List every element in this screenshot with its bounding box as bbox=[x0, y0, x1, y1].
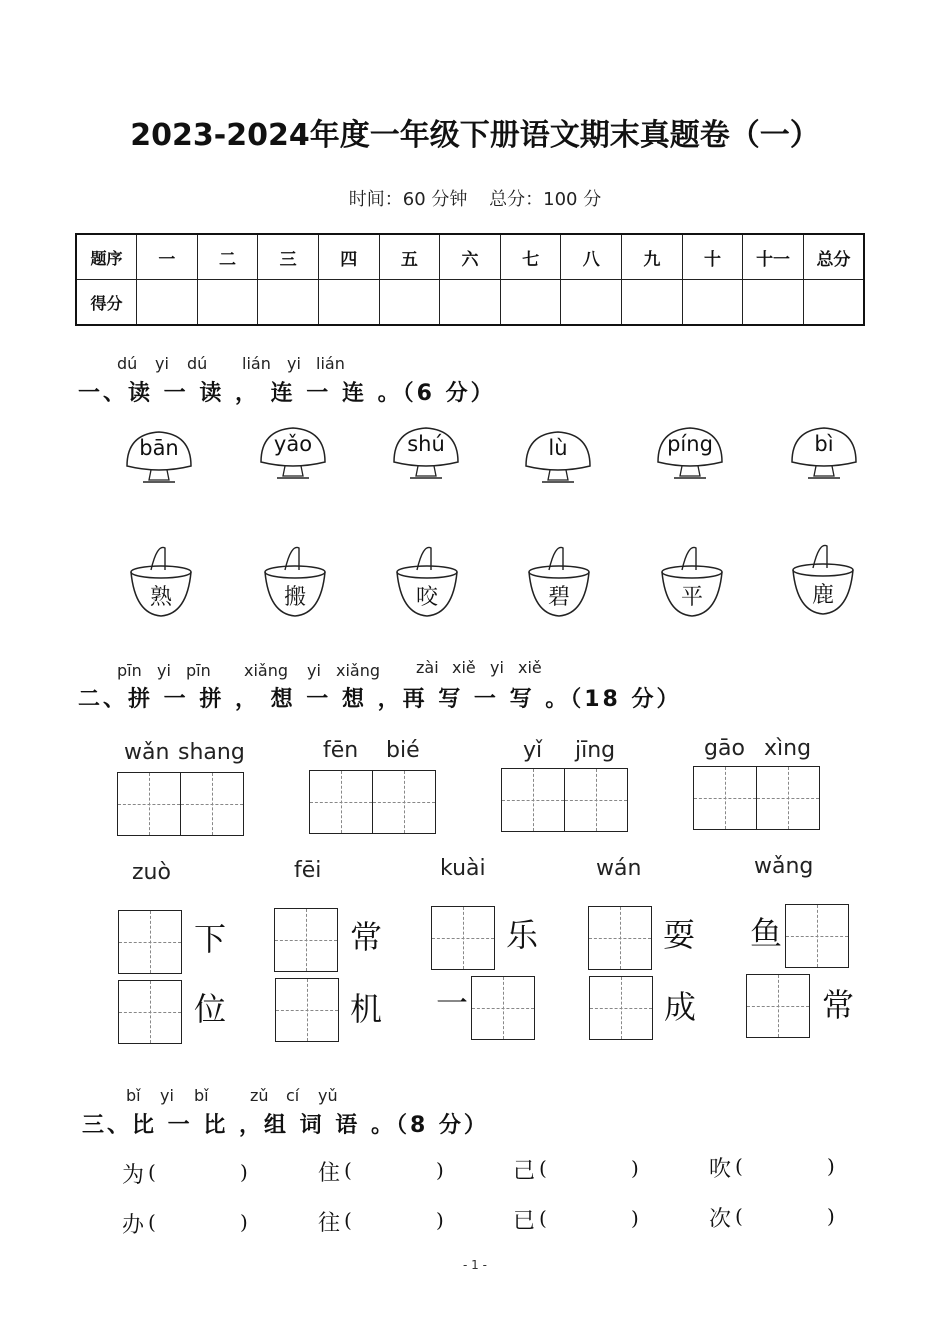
word-char: 鱼 bbox=[750, 914, 783, 952]
word-pinyin: jīng bbox=[575, 738, 616, 763]
basket-card[interactable] bbox=[263, 544, 327, 622]
word-char: 常 bbox=[822, 986, 855, 1024]
word-pinyin: fēn bbox=[323, 738, 359, 763]
writing-grid[interactable] bbox=[564, 768, 628, 832]
mushroom-pinyin: yǎo bbox=[273, 432, 313, 456]
fill-pinyin: wán bbox=[596, 856, 642, 881]
score-cell[interactable] bbox=[379, 280, 440, 326]
paren-close: ) bbox=[827, 1204, 835, 1228]
writing-grid[interactable] bbox=[785, 904, 849, 968]
compare-item[interactable] bbox=[513, 1154, 639, 1185]
paren-close: ) bbox=[631, 1156, 639, 1180]
paren-open: ( bbox=[735, 1154, 743, 1178]
word-char: 成 bbox=[664, 988, 697, 1026]
paren-open: ( bbox=[344, 1158, 352, 1182]
mushroom-card[interactable] bbox=[390, 424, 462, 486]
paren-close: ) bbox=[827, 1154, 835, 1178]
pinyin: yi bbox=[490, 658, 504, 677]
word-pinyin: xìng bbox=[764, 736, 812, 761]
writing-grid[interactable] bbox=[309, 770, 373, 834]
word-char: 位 bbox=[194, 990, 227, 1028]
basket-char: 咬 bbox=[415, 585, 438, 610]
compare-item[interactable] bbox=[318, 1156, 444, 1187]
basket-card[interactable] bbox=[791, 542, 855, 620]
table-col-label: 一 bbox=[137, 234, 198, 280]
table-col-label: 总分 bbox=[803, 234, 864, 280]
paren-open: ( bbox=[148, 1210, 156, 1234]
pinyin: bǐ bbox=[126, 1086, 141, 1105]
pinyin: yi bbox=[307, 661, 321, 680]
basket-char: 熟 bbox=[149, 585, 172, 610]
section2-title: 二、拼 一 拼 ， 想 一 想 ，再 写 一 写 。（18 分） bbox=[78, 687, 682, 712]
writing-grid[interactable] bbox=[372, 770, 436, 834]
writing-grid[interactable] bbox=[588, 906, 652, 970]
pinyin: dú bbox=[187, 354, 208, 373]
writing-grid[interactable] bbox=[180, 772, 244, 836]
compare-char: 往 bbox=[318, 1211, 341, 1236]
score-table bbox=[75, 233, 865, 326]
page-title: 2023-2024年度一年级下册语文期末真题卷（一） bbox=[130, 118, 820, 153]
compare-char: 己 bbox=[513, 1159, 536, 1184]
word-pinyin: shang bbox=[178, 740, 245, 765]
mushroom-pinyin: píng bbox=[667, 432, 713, 456]
word-pinyin: gāo bbox=[704, 736, 745, 761]
basket-card[interactable] bbox=[660, 544, 724, 622]
word-char: 乐 bbox=[506, 916, 539, 954]
pinyin: yi bbox=[287, 354, 301, 373]
time-label: 时间：60 分钟 bbox=[348, 189, 468, 210]
compare-char: 已 bbox=[513, 1209, 536, 1234]
score-cell[interactable] bbox=[197, 280, 258, 326]
score-cell[interactable] bbox=[622, 280, 683, 326]
fill-pinyin: zuò bbox=[132, 860, 171, 885]
score-cell[interactable] bbox=[258, 280, 319, 326]
table-col-label: 九 bbox=[622, 234, 683, 280]
compare-char: 住 bbox=[318, 1161, 341, 1186]
compare-item[interactable] bbox=[709, 1202, 835, 1233]
paren-open: ( bbox=[539, 1206, 547, 1230]
score-table-header-row bbox=[76, 234, 864, 280]
writing-grid[interactable] bbox=[501, 768, 565, 832]
writing-grid[interactable] bbox=[756, 766, 820, 830]
pinyin: lián bbox=[316, 354, 345, 373]
table-header-cell: 题序 bbox=[76, 234, 137, 280]
pinyin: yi bbox=[157, 661, 171, 680]
score-cell[interactable] bbox=[561, 280, 622, 326]
compare-item[interactable] bbox=[122, 1208, 248, 1239]
pinyin: yi bbox=[160, 1086, 174, 1105]
basket-char: 碧 bbox=[547, 585, 570, 610]
paren-open: ( bbox=[735, 1204, 743, 1228]
score-cell[interactable] bbox=[500, 280, 561, 326]
table-col-label: 五 bbox=[379, 234, 440, 280]
compare-char: 吹 bbox=[709, 1157, 732, 1182]
compare-item[interactable] bbox=[122, 1158, 248, 1189]
writing-grid[interactable] bbox=[746, 974, 810, 1038]
writing-grid[interactable] bbox=[471, 976, 535, 1040]
compare-char: 办 bbox=[122, 1213, 145, 1238]
pinyin: lián bbox=[242, 354, 271, 373]
basket-card[interactable] bbox=[129, 544, 193, 622]
fill-pinyin: wǎng bbox=[754, 854, 814, 879]
section3-title: 三、比 一 比 ，组 词 语 。（8 分） bbox=[82, 1113, 489, 1138]
pinyin: xiě bbox=[518, 658, 542, 677]
basket-card[interactable] bbox=[395, 544, 459, 622]
word-char: 下 bbox=[194, 920, 227, 958]
score-cell[interactable] bbox=[682, 280, 743, 326]
mushroom-card[interactable] bbox=[788, 424, 860, 486]
table-col-label: 八 bbox=[561, 234, 622, 280]
mushroom-card[interactable] bbox=[257, 424, 329, 486]
pinyin: xiǎng bbox=[336, 661, 381, 680]
table-col-label: 四 bbox=[318, 234, 379, 280]
table-col-label: 六 bbox=[440, 234, 501, 280]
word-pinyin: yǐ bbox=[523, 738, 543, 763]
compare-item[interactable] bbox=[318, 1206, 444, 1237]
mushroom-pinyin: shú bbox=[407, 432, 445, 456]
table-header-cell: 得分 bbox=[76, 280, 137, 326]
basket-card[interactable] bbox=[527, 544, 591, 622]
paren-close: ) bbox=[436, 1158, 444, 1182]
paren-close: ) bbox=[240, 1160, 248, 1184]
writing-grid[interactable] bbox=[274, 908, 338, 972]
table-col-label: 十一 bbox=[743, 234, 804, 280]
pinyin: zǔ bbox=[250, 1086, 269, 1105]
pinyin: dú bbox=[117, 354, 138, 373]
word-char: 耍 bbox=[663, 916, 696, 954]
total-score-label: 总分：100 分 bbox=[489, 189, 602, 210]
pinyin: yǔ bbox=[318, 1086, 338, 1105]
fill-pinyin: fēi bbox=[294, 858, 322, 883]
basket-char: 平 bbox=[680, 585, 703, 610]
page-number: - 1 - bbox=[463, 1258, 487, 1272]
paren-close: ) bbox=[436, 1208, 444, 1232]
writing-grid[interactable] bbox=[118, 980, 182, 1044]
score-cell[interactable] bbox=[137, 280, 198, 326]
paren-close: ) bbox=[631, 1206, 639, 1230]
score-table-score-row bbox=[76, 280, 864, 326]
score-cell[interactable] bbox=[440, 280, 501, 326]
basket-char: 鹿 bbox=[811, 583, 834, 608]
score-cell[interactable] bbox=[318, 280, 379, 326]
table-col-label: 三 bbox=[258, 234, 319, 280]
pinyin: zài bbox=[416, 658, 439, 677]
pinyin: yi bbox=[155, 354, 169, 373]
basket-char: 搬 bbox=[283, 585, 306, 610]
pinyin: cí bbox=[286, 1086, 300, 1105]
score-cell[interactable] bbox=[803, 280, 864, 326]
compare-char: 为 bbox=[122, 1163, 145, 1188]
paren-open: ( bbox=[539, 1156, 547, 1180]
score-cell[interactable] bbox=[743, 280, 804, 326]
word-char: 常 bbox=[350, 918, 383, 956]
compare-item[interactable] bbox=[513, 1204, 639, 1235]
writing-grid[interactable] bbox=[117, 772, 181, 836]
word-pinyin: wǎn bbox=[124, 740, 170, 765]
table-col-label: 七 bbox=[500, 234, 561, 280]
writing-grid[interactable] bbox=[431, 906, 495, 970]
word-char: 一 bbox=[436, 984, 469, 1022]
word-char: 机 bbox=[350, 990, 383, 1028]
section1-title: 一、读 一 读 ， 连 一 连 。（6 分） bbox=[78, 381, 496, 406]
writing-grid[interactable] bbox=[275, 978, 339, 1042]
writing-grid[interactable] bbox=[589, 976, 653, 1040]
fill-pinyin: kuài bbox=[440, 856, 486, 881]
pinyin: xiě bbox=[452, 658, 476, 677]
mushroom-pinyin: lù bbox=[548, 436, 568, 460]
pinyin: xiǎng bbox=[244, 661, 289, 680]
compare-item[interactable] bbox=[709, 1152, 835, 1183]
mushroom-card[interactable] bbox=[654, 424, 726, 486]
writing-grid[interactable] bbox=[693, 766, 757, 830]
pinyin: pīn bbox=[186, 661, 211, 680]
paren-close: ) bbox=[240, 1210, 248, 1234]
table-col-label: 二 bbox=[197, 234, 258, 280]
pinyin: bǐ bbox=[194, 1086, 209, 1105]
word-pinyin: bié bbox=[386, 738, 420, 763]
mushroom-card[interactable] bbox=[522, 428, 594, 490]
exam-info bbox=[0, 185, 950, 211]
writing-grid[interactable] bbox=[118, 910, 182, 974]
compare-char: 次 bbox=[709, 1207, 732, 1232]
pinyin: pīn bbox=[117, 661, 142, 680]
mushroom-card[interactable] bbox=[123, 428, 195, 490]
mushroom-pinyin: bān bbox=[139, 436, 179, 460]
table-col-label: 十 bbox=[682, 234, 743, 280]
paren-open: ( bbox=[344, 1208, 352, 1232]
mushroom-pinyin: bì bbox=[814, 432, 834, 456]
paren-open: ( bbox=[148, 1160, 156, 1184]
